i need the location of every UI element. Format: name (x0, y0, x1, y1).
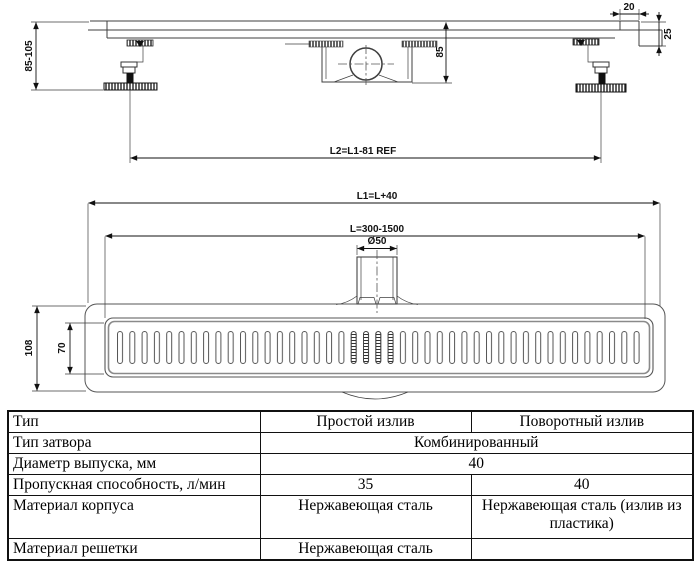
plan-view (24, 191, 665, 399)
dim-label-body-width: 108 (24, 339, 35, 357)
dim-length-ref (131, 146, 601, 158)
dim-label-end-height: 25 (663, 28, 674, 40)
row-body-material-label: Материал корпуса (8, 496, 260, 539)
dim-label-channel-length: L=300-1500 (349, 224, 405, 235)
dim-label-length-ref: L2=L1-81 REF (329, 146, 397, 157)
dim-body-width (24, 306, 86, 391)
row-grate-material-rotary (471, 539, 693, 561)
trap-hidden-arc (342, 392, 408, 399)
row-type-rotary: Поворотный излив (471, 411, 693, 433)
dim-label-outlet-diameter: Ø50 (367, 236, 387, 247)
row-diameter-label: Диаметр выпуска, мм (8, 454, 260, 475)
table-row (8, 475, 693, 496)
row-valve-value: Комбинированный (260, 433, 693, 454)
dim-label-overall-length: L1=L+40 (356, 191, 398, 202)
spec-table (7, 410, 694, 561)
dim-label-height-range: 85-105 (24, 40, 35, 72)
left-adjustable-foot (104, 40, 157, 163)
row-diameter-value: 40 (260, 454, 693, 475)
table-row (8, 433, 693, 454)
row-body-material-simple: Нержавеющая сталь (260, 496, 471, 539)
dim-label-end-width: 20 (623, 2, 635, 13)
row-capacity-simple: 35 (260, 475, 471, 496)
row-grate-material-label: Материал решетки (8, 539, 260, 561)
dim-height-range (24, 22, 103, 90)
side-view (24, 2, 674, 163)
row-capacity-rotary: 40 (471, 475, 693, 496)
row-grate-material-simple: Нержавеющая сталь (260, 539, 471, 561)
table-row (8, 496, 693, 539)
siphon-trap (285, 41, 437, 85)
dim-end-height (641, 12, 674, 56)
table-row (8, 454, 693, 475)
table-row (8, 411, 693, 433)
row-type-label: Тип (8, 411, 260, 433)
dim-trap-height (412, 23, 452, 84)
dim-label-grate-width: 70 (57, 342, 68, 354)
row-type-simple: Простой излив (260, 411, 471, 433)
right-adjustable-foot (573, 39, 626, 163)
row-valve-label: Тип затвора (8, 433, 260, 454)
table-row (8, 539, 693, 561)
dim-end-width (610, 2, 649, 20)
dim-label-trap-height: 85 (435, 46, 446, 58)
row-body-material-rotary: Нержавеющая сталь (излив из пластика) (471, 496, 693, 539)
dim-grate-width (57, 323, 104, 374)
row-capacity-label: Пропускная способность, л/мин (8, 475, 260, 496)
